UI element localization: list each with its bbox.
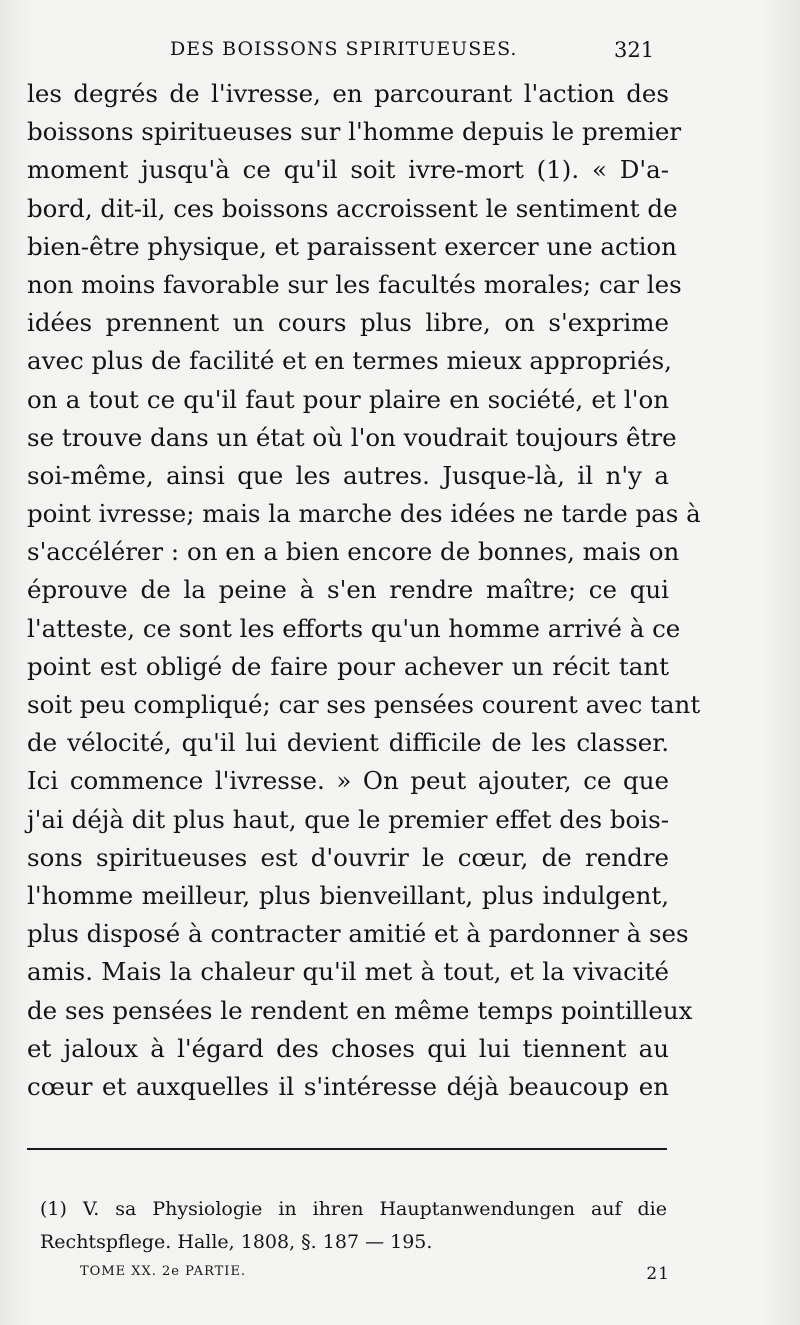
text-line: soi-même, ainsi que les autres. Jusque-là, il n'y a — [27, 460, 669, 490]
text-line: point est obligé de faire pour achever un récit tant — [27, 651, 669, 681]
text-line: s'accélérer : on en a bien encore de bonnes, mais on — [27, 537, 680, 567]
text-line: point ivresse; mais la marche des idées ne tarde pas à — [27, 499, 701, 529]
footnote-rule — [27, 1148, 667, 1150]
text-line: de vélocité, qu'il lui devient difficile de les classer. — [27, 728, 669, 758]
footnote-line: (1) V. sa Physiologie in ihren Hauptanwendungen auf die — [40, 1198, 667, 1220]
text-line: non moins favorable sur les facultés morales; car les — [27, 269, 682, 299]
text-line: sons spiritueuses est d'ouvrir le cœur, de rendre — [27, 842, 669, 872]
text-line: les degrés de l'ivresse, en parcourant l'action des — [27, 79, 669, 108]
text-line: l'homme meilleur, plus bienveillant, plus indulgent, — [27, 880, 669, 910]
footnote — [40, 1193, 667, 1259]
text-line: soit peu compliqué; car ses pensées courent avec tant — [27, 690, 701, 719]
signature-volume: TOME XX. 2e PARTIE. — [80, 1264, 247, 1279]
running-head: DES BOISSONS SPIRITUEUSES. — [170, 38, 518, 60]
printer-signature — [80, 1264, 670, 1284]
text-line: idées prennent un cours plus libre, on s'exprime — [27, 308, 669, 338]
text-line: éprouve de la peine à s'en rendre maître; ce qui — [27, 575, 669, 605]
text-line: on a tout ce qu'il faut pour plaire en société, et l'on — [27, 384, 669, 414]
text-line: cœur et auxquelles il s'intéresse déjà beaucoup en — [27, 1071, 669, 1101]
page-number: 321 — [614, 38, 655, 62]
text-line: boissons spiritueuses sur l'homme depuis le premier — [27, 117, 682, 147]
text-line: bord, dit-il, ces boissons accroissent le sentiment de — [27, 193, 678, 223]
text-line: moment jusqu'à ce qu'il soit ivre-mort (1). « D'a- — [27, 155, 669, 185]
text-line: se trouve dans un état où l'on voudrait toujours être — [27, 422, 677, 452]
body-text — [27, 75, 701, 1106]
text-line: j'ai déjà dit plus haut, que le premier effet des bois- — [27, 804, 669, 834]
footnote-line: Rechtspflege. Halle, 1808, §. 187 — 195. — [40, 1231, 433, 1253]
signature-mark: 21 — [646, 1264, 670, 1284]
text-line: et jaloux à l'égard des choses qui lui tiennent au — [27, 1033, 669, 1063]
text-line: Ici commence l'ivresse. » On peut ajouter, ce que — [27, 766, 669, 796]
text-line: avec plus de facilité et en termes mieux appropriés, — [27, 346, 672, 376]
text-line: amis. Mais la chaleur qu'il met à tout, et la vivacité — [27, 957, 669, 987]
text-line: bien-être physique, et paraissent exercer une action — [27, 231, 677, 261]
text-line: de ses pensées le rendent en même temps pointilleux — [27, 995, 693, 1025]
text-line: plus disposé à contracter amitié et à pardonner à ses — [27, 919, 689, 949]
text-line: l'atteste, ce sont les efforts qu'un homme arrivé à ce — [27, 613, 681, 643]
